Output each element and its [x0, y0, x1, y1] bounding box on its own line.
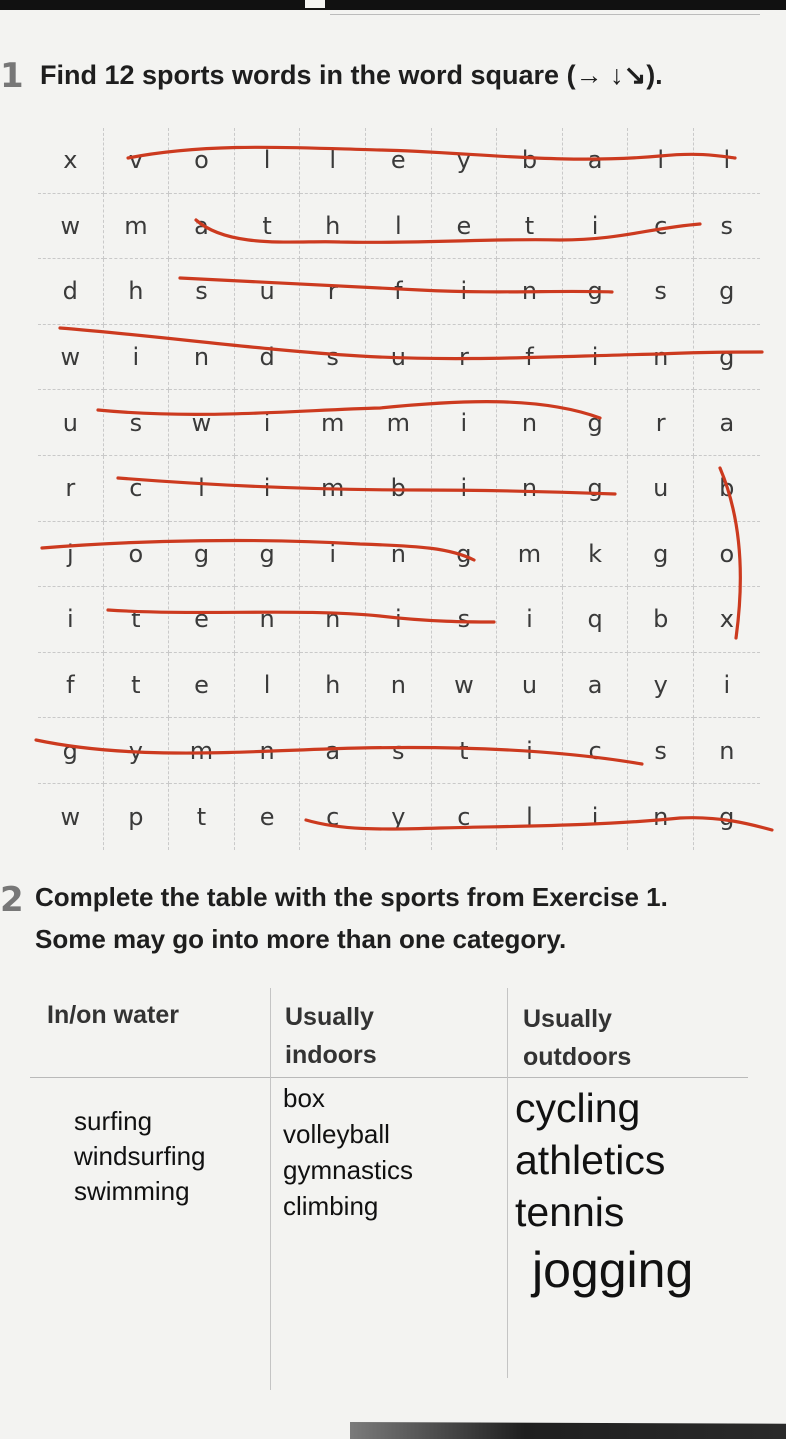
grid-letter: g [38, 718, 104, 784]
grid-letter: y [628, 653, 694, 719]
grid-letter: f [497, 325, 563, 391]
grid-letter: b [497, 128, 563, 194]
grid-letter: f [38, 653, 104, 719]
header-outdoors: Usually outdoors [523, 1005, 632, 1071]
grid-letter: n [300, 587, 366, 653]
grid-letter: a [694, 390, 760, 456]
grid-letter: g [628, 522, 694, 588]
indoor-sport: volleyball [283, 1119, 390, 1149]
exercise-1-number: 1 [0, 56, 24, 96]
grid-letter: l [366, 194, 432, 260]
grid-letter: l [694, 128, 760, 194]
indoor-sport: gymnastics [283, 1155, 414, 1185]
grid-letter: g [563, 456, 629, 522]
grid-letter: m [366, 390, 432, 456]
grid-letter: r [432, 325, 498, 391]
grid-letter: l [169, 456, 235, 522]
grid-letter: n [366, 653, 432, 719]
table-divider-2 [507, 988, 508, 1378]
grid-letter: u [366, 325, 432, 391]
grid-letter: i [497, 587, 563, 653]
table-divider-1 [270, 988, 271, 1390]
water-sport: surfing [74, 1106, 153, 1136]
grid-letter: j [38, 522, 104, 588]
grid-letter: c [432, 784, 498, 850]
grid-letter: t [104, 587, 170, 653]
grid-letter: b [628, 587, 694, 653]
grid-letter: n [628, 325, 694, 391]
grid-letter: s [694, 194, 760, 260]
grid-letter: s [432, 587, 498, 653]
indoor-sport: climbing [283, 1191, 379, 1221]
grid-letter: p [104, 784, 170, 850]
grid-letter: i [563, 784, 629, 850]
grid-letter: i [497, 718, 563, 784]
grid-letter: x [694, 587, 760, 653]
grid-letter: h [104, 259, 170, 325]
grid-letter: s [104, 390, 170, 456]
grid-letter: i [235, 390, 301, 456]
grid-letter: t [169, 784, 235, 850]
grid-letter: l [628, 128, 694, 194]
grid-letter: c [563, 718, 629, 784]
grid-letter: r [300, 259, 366, 325]
grid-letter: x [38, 128, 104, 194]
grid-letter: l [300, 128, 366, 194]
photo-edge-shadow [350, 1422, 786, 1439]
outdoor-sport: jogging [532, 1242, 694, 1298]
grid-letter: u [235, 259, 301, 325]
grid-letter: f [366, 259, 432, 325]
grid-letter: i [104, 325, 170, 391]
top-edge-gap [305, 0, 325, 8]
grid-letter: a [563, 128, 629, 194]
grid-letter: d [38, 259, 104, 325]
grid-letter: t [104, 653, 170, 719]
grid-letter: a [169, 194, 235, 260]
grid-letter: i [563, 194, 629, 260]
grid-letter: a [563, 653, 629, 719]
word-square [38, 128, 760, 850]
grid-letter: s [300, 325, 366, 391]
header-water [47, 996, 179, 1034]
grid-letter: y [104, 718, 170, 784]
grid-letter: n [628, 784, 694, 850]
grid-letter: s [628, 259, 694, 325]
grid-letter: g [719, 802, 735, 831]
grid-letter: n [497, 390, 563, 456]
grid-letter: t [497, 194, 563, 260]
water-sport: swimming [74, 1176, 190, 1206]
grid-letter: e [169, 587, 235, 653]
grid-letter: m [497, 522, 563, 588]
grid-letter: y [366, 784, 432, 850]
grid-letter: g [235, 522, 301, 588]
top-dark-edge [0, 0, 786, 10]
grid-letter: t [235, 194, 301, 260]
grid-letter: i [38, 587, 104, 653]
grid-letter: b [366, 456, 432, 522]
grid-letter: u [38, 390, 104, 456]
grid-letter: l [497, 784, 563, 850]
outdoor-sport: athletics [515, 1137, 666, 1183]
grid-letter: u [497, 653, 563, 719]
header-indoors: Usually indoors [285, 1003, 377, 1069]
water-sports-list [74, 1104, 206, 1209]
grid-letter: c [300, 784, 366, 850]
grid-letter: l [235, 128, 301, 194]
grid-letter: m [104, 194, 170, 260]
grid-letter: w [38, 325, 104, 391]
grid-letter: n [235, 718, 301, 784]
grid-letter: c [104, 456, 170, 522]
grid-letter: k [563, 522, 629, 588]
table-header-rule [30, 1077, 748, 1078]
grid-letter: s [366, 718, 432, 784]
grid-letter: w [169, 390, 235, 456]
grid-letter: r [628, 390, 694, 456]
grid-letter: a [300, 718, 366, 784]
grid-letter: o [169, 128, 235, 194]
grid-letter: g [563, 390, 629, 456]
grid-letter: o [694, 522, 760, 588]
grid-letter: i [563, 325, 629, 391]
grid-letter: e [169, 653, 235, 719]
grid-letter: r [38, 456, 104, 522]
grid-letter: m [169, 718, 235, 784]
grid-letter: w [38, 784, 104, 850]
grid-letter: o [104, 522, 170, 588]
indoor-sport: box [283, 1083, 325, 1113]
grid-letter: i [432, 456, 498, 522]
grid-letter: q [563, 587, 629, 653]
grid-letter: n [169, 325, 235, 391]
grid-letter: l [235, 653, 301, 719]
grid-letter: n [235, 587, 301, 653]
grid-letter: y [432, 128, 498, 194]
header-water-text: In/on water [47, 1001, 179, 1029]
grid-letter: d [235, 325, 301, 391]
grid-letter: i [300, 522, 366, 588]
grid-letter: n [497, 259, 563, 325]
outdoor-sport: tennis [515, 1189, 625, 1235]
water-sport: windsurfing [74, 1141, 206, 1171]
grid-letter: g [694, 259, 760, 325]
exercise-2-instruction-line1: Complete the table with the sports from Exercise 1. [35, 882, 668, 912]
indoor-sports-list [283, 1080, 413, 1224]
grid-letter: h [300, 653, 366, 719]
grid-letter: g [432, 522, 498, 588]
exercise-2-number: 2 [0, 880, 24, 920]
grid-letter: u [628, 456, 694, 522]
grid-letter: e [432, 194, 498, 260]
grid-letter: w [38, 194, 104, 260]
outdoor-sport: cycling [515, 1085, 641, 1131]
grid-letter: i [432, 390, 498, 456]
grid-letter: i [235, 456, 301, 522]
grid-letter: n [694, 718, 760, 784]
grid-letter: i [432, 259, 498, 325]
grid-letter: h [300, 194, 366, 260]
grid-letter: m [300, 456, 366, 522]
grid-letter: g [563, 259, 629, 325]
top-rule [330, 14, 760, 15]
exercise-2-instruction-line2: Some may go into more than one category. [35, 924, 567, 954]
grid-letter: s [169, 259, 235, 325]
grid-letter: b [694, 456, 760, 522]
grid-letter: g [169, 522, 235, 588]
grid-letter: w [432, 653, 498, 719]
exercise-1-instruction: Find 12 sports words in the word square (→ ↓↘). [40, 60, 663, 90]
grid-letter: m [300, 390, 366, 456]
grid-letter: e [366, 128, 432, 194]
grid-letter: v [104, 128, 170, 194]
grid-letter: s [628, 718, 694, 784]
grid-letter: i [366, 587, 432, 653]
grid-letter: n [366, 522, 432, 588]
grid-letter: e [235, 784, 301, 850]
grid-letter: t [432, 718, 498, 784]
grid-letter: i [694, 653, 760, 719]
grid-letter: c [628, 194, 694, 260]
grid-letter: n [497, 456, 563, 522]
outdoor-sports-list [515, 1082, 693, 1302]
grid-letter: g [694, 325, 760, 391]
